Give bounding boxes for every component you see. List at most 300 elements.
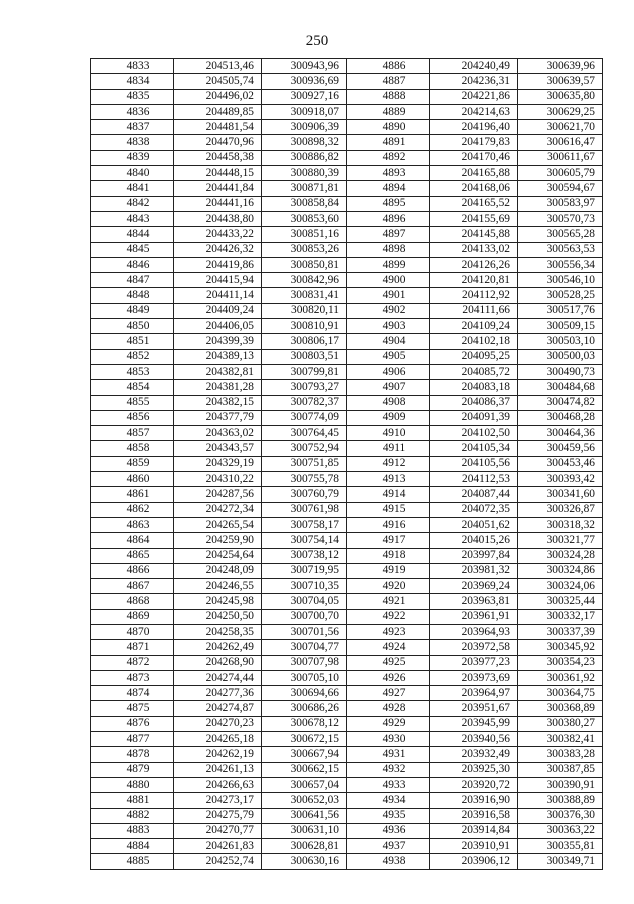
table-cell-x-coordinate: 204268,90 [174, 655, 262, 670]
table-cell-x-coordinate: 204270,23 [174, 716, 262, 731]
table-cell-y-coordinate: 300761,98 [262, 502, 347, 517]
table-cell-x-coordinate: 204426,32 [174, 242, 262, 257]
table-cell-y-coordinate: 300705,10 [262, 670, 347, 685]
table-cell-x-coordinate: 204236,31 [430, 74, 518, 89]
table-cell-x-coordinate: 204310,22 [174, 472, 262, 487]
table-cell-y-coordinate: 300388,89 [518, 793, 603, 808]
table-cell-y-coordinate: 300678,12 [262, 716, 347, 731]
table-cell-point-number: 4862 [91, 502, 174, 517]
table-cell-y-coordinate: 300387,85 [518, 762, 603, 777]
table-cell-y-coordinate: 300853,60 [262, 211, 347, 226]
table-cell-x-coordinate: 203981,32 [430, 563, 518, 578]
table-cell-x-coordinate: 204250,50 [174, 609, 262, 624]
table-cell-point-number: 4855 [91, 395, 174, 410]
table-cell-point-number: 4858 [91, 441, 174, 456]
table-cell-x-coordinate: 203972,58 [430, 640, 518, 655]
table-cell-x-coordinate: 204109,24 [430, 319, 518, 334]
table-cell-point-number: 4915 [347, 502, 430, 517]
table-cell-point-number: 4833 [91, 59, 174, 74]
table-cell-y-coordinate: 300704,77 [262, 640, 347, 655]
table-cell-y-coordinate: 300629,25 [518, 104, 603, 119]
table-cell-point-number: 4895 [347, 196, 430, 211]
table-cell-point-number: 4921 [347, 594, 430, 609]
table-cell-x-coordinate: 204448,15 [174, 166, 262, 181]
table-cell-point-number: 4876 [91, 716, 174, 731]
table-row [91, 120, 603, 135]
table-row [91, 563, 603, 578]
table-cell-point-number: 4894 [347, 181, 430, 196]
table-cell-y-coordinate: 300383,28 [518, 747, 603, 762]
table-row [91, 334, 603, 349]
table-cell-x-coordinate: 204419,86 [174, 257, 262, 272]
table-cell-y-coordinate: 300943,96 [262, 59, 347, 74]
table-cell-x-coordinate: 204259,90 [174, 533, 262, 548]
table-cell-point-number: 4906 [347, 364, 430, 379]
table-row [91, 59, 603, 74]
table-cell-x-coordinate: 204382,15 [174, 395, 262, 410]
table-cell-x-coordinate: 203914,84 [430, 823, 518, 838]
table-row [91, 487, 603, 502]
table-cell-y-coordinate: 300886,82 [262, 150, 347, 165]
table-cell-y-coordinate: 300368,89 [518, 701, 603, 716]
table-cell-x-coordinate: 204196,40 [430, 120, 518, 135]
table-cell-x-coordinate: 203932,49 [430, 747, 518, 762]
table-cell-point-number: 4891 [347, 135, 430, 150]
table-cell-point-number: 4845 [91, 242, 174, 257]
table-row [91, 701, 603, 716]
table-row [91, 839, 603, 854]
table-cell-point-number: 4864 [91, 533, 174, 548]
table-cell-x-coordinate: 204165,88 [430, 166, 518, 181]
page-number: 250 [305, 33, 329, 49]
table-cell-point-number: 4899 [347, 257, 430, 272]
table-cell-point-number: 4935 [347, 808, 430, 823]
table-cell-x-coordinate: 204275,79 [174, 808, 262, 823]
table-cell-x-coordinate: 204262,49 [174, 640, 262, 655]
table-cell-x-coordinate: 204252,74 [174, 854, 262, 869]
table-cell-y-coordinate: 300363,22 [518, 823, 603, 838]
table-row [91, 273, 603, 288]
table-cell-x-coordinate: 204083,18 [430, 380, 518, 395]
table-cell-y-coordinate: 300468,28 [518, 410, 603, 425]
table-row [91, 747, 603, 762]
table-cell-point-number: 4874 [91, 686, 174, 701]
table-cell-x-coordinate: 204145,88 [430, 227, 518, 242]
table-row [91, 686, 603, 701]
table-cell-x-coordinate: 204102,18 [430, 334, 518, 349]
table-cell-x-coordinate: 204329,19 [174, 456, 262, 471]
table-cell-y-coordinate: 300639,96 [518, 59, 603, 74]
table-cell-y-coordinate: 300324,86 [518, 563, 603, 578]
table-cell-x-coordinate: 204274,87 [174, 701, 262, 716]
table-cell-point-number: 4867 [91, 579, 174, 594]
table-cell-y-coordinate: 300337,39 [518, 624, 603, 639]
table-cell-y-coordinate: 300831,41 [262, 288, 347, 303]
table-cell-x-coordinate: 204112,92 [430, 288, 518, 303]
table-cell-x-coordinate: 204170,46 [430, 150, 518, 165]
table-cell-x-coordinate: 204261,13 [174, 762, 262, 777]
table-row [91, 548, 603, 563]
table-row [91, 579, 603, 594]
table-cell-x-coordinate: 204458,38 [174, 150, 262, 165]
table-cell-point-number: 4842 [91, 196, 174, 211]
table-cell-x-coordinate: 204496,02 [174, 89, 262, 104]
table-row [91, 104, 603, 119]
table-cell-x-coordinate: 204102,50 [430, 426, 518, 441]
table-cell-x-coordinate: 204179,83 [430, 135, 518, 150]
table-cell-x-coordinate: 204245,98 [174, 594, 262, 609]
table-cell-point-number: 4835 [91, 89, 174, 104]
table-cell-x-coordinate: 204087,44 [430, 487, 518, 502]
table-cell-y-coordinate: 300546,10 [518, 273, 603, 288]
table-cell-point-number: 4937 [347, 839, 430, 854]
table-cell-y-coordinate: 300354,23 [518, 655, 603, 670]
table-cell-x-coordinate: 203916,58 [430, 808, 518, 823]
table-cell-y-coordinate: 300318,32 [518, 517, 603, 532]
table-cell-y-coordinate: 300842,96 [262, 273, 347, 288]
table-cell-x-coordinate: 203916,90 [430, 793, 518, 808]
table-cell-point-number: 4847 [91, 273, 174, 288]
table-cell-point-number: 4914 [347, 487, 430, 502]
table-cell-y-coordinate: 300376,30 [518, 808, 603, 823]
table-cell-point-number: 4834 [91, 74, 174, 89]
table-cell-x-coordinate: 204111,66 [430, 303, 518, 318]
table-cell-y-coordinate: 300563,53 [518, 242, 603, 257]
table-cell-x-coordinate: 203997,84 [430, 548, 518, 563]
table-row [91, 655, 603, 670]
table-cell-y-coordinate: 300621,70 [518, 120, 603, 135]
table-cell-x-coordinate: 204272,34 [174, 502, 262, 517]
table-cell-x-coordinate: 204381,28 [174, 380, 262, 395]
table-cell-point-number: 4846 [91, 257, 174, 272]
table-row [91, 89, 603, 104]
table-cell-x-coordinate: 204470,96 [174, 135, 262, 150]
table-cell-y-coordinate: 300704,05 [262, 594, 347, 609]
table-cell-point-number: 4889 [347, 104, 430, 119]
table-cell-point-number: 4890 [347, 120, 430, 135]
table-row [91, 364, 603, 379]
table-cell-point-number: 4844 [91, 227, 174, 242]
table-cell-x-coordinate: 204105,34 [430, 441, 518, 456]
table-cell-point-number: 4912 [347, 456, 430, 471]
table-cell-point-number: 4849 [91, 303, 174, 318]
table-cell-point-number: 4919 [347, 563, 430, 578]
table-row [91, 716, 603, 731]
table-cell-point-number: 4916 [347, 517, 430, 532]
table-cell-x-coordinate: 204261,83 [174, 839, 262, 854]
table-cell-y-coordinate: 300349,71 [518, 854, 603, 869]
table-cell-y-coordinate: 300755,78 [262, 472, 347, 487]
table-cell-y-coordinate: 300710,35 [262, 579, 347, 594]
table-cell-point-number: 4875 [91, 701, 174, 716]
table-cell-x-coordinate: 203963,81 [430, 594, 518, 609]
table-cell-point-number: 4870 [91, 624, 174, 639]
table-cell-x-coordinate: 204126,26 [430, 257, 518, 272]
table-cell-y-coordinate: 300611,67 [518, 150, 603, 165]
table-cell-point-number: 4938 [347, 854, 430, 869]
table-cell-y-coordinate: 300503,10 [518, 334, 603, 349]
table-cell-point-number: 4917 [347, 533, 430, 548]
table-row [91, 594, 603, 609]
table-cell-point-number: 4880 [91, 777, 174, 792]
table-cell-x-coordinate: 203951,67 [430, 701, 518, 716]
table-cell-y-coordinate: 300583,97 [518, 196, 603, 211]
table-row [91, 517, 603, 532]
table-cell-point-number: 4854 [91, 380, 174, 395]
table-cell-x-coordinate: 204277,36 [174, 686, 262, 701]
table-row [91, 166, 603, 181]
table-cell-y-coordinate: 300393,42 [518, 472, 603, 487]
table-cell-x-coordinate: 204248,09 [174, 563, 262, 578]
table-cell-x-coordinate: 204214,63 [430, 104, 518, 119]
table-cell-y-coordinate: 300484,68 [518, 380, 603, 395]
table-cell-x-coordinate: 204505,74 [174, 74, 262, 89]
table-cell-y-coordinate: 300936,69 [262, 74, 347, 89]
table-cell-y-coordinate: 300641,56 [262, 808, 347, 823]
table-cell-x-coordinate: 204415,94 [174, 273, 262, 288]
table-row [91, 777, 603, 792]
table-cell-point-number: 4860 [91, 472, 174, 487]
table-cell-point-number: 4883 [91, 823, 174, 838]
table-row [91, 257, 603, 272]
table-cell-y-coordinate: 300355,81 [518, 839, 603, 854]
table-cell-y-coordinate: 300652,03 [262, 793, 347, 808]
table-cell-point-number: 4910 [347, 426, 430, 441]
table-cell-point-number: 4918 [347, 548, 430, 563]
table-cell-y-coordinate: 300751,85 [262, 456, 347, 471]
table-cell-y-coordinate: 300639,57 [518, 74, 603, 89]
table-cell-x-coordinate: 204489,85 [174, 104, 262, 119]
table-cell-x-coordinate: 203977,23 [430, 655, 518, 670]
table-cell-y-coordinate: 300927,16 [262, 89, 347, 104]
table-cell-point-number: 4848 [91, 288, 174, 303]
table-cell-x-coordinate: 204120,81 [430, 273, 518, 288]
table-cell-y-coordinate: 300390,91 [518, 777, 603, 792]
table-cell-y-coordinate: 300793,27 [262, 380, 347, 395]
table-cell-x-coordinate: 204095,25 [430, 349, 518, 364]
table-cell-point-number: 4865 [91, 548, 174, 563]
table-cell-point-number: 4838 [91, 135, 174, 150]
table-cell-point-number: 4871 [91, 640, 174, 655]
table-cell-y-coordinate: 300764,45 [262, 426, 347, 441]
table-cell-point-number: 4922 [347, 609, 430, 624]
table-cell-point-number: 4924 [347, 640, 430, 655]
table-cell-y-coordinate: 300719,95 [262, 563, 347, 578]
table-cell-y-coordinate: 300686,26 [262, 701, 347, 716]
table-cell-point-number: 4904 [347, 334, 430, 349]
table-cell-point-number: 4853 [91, 364, 174, 379]
table-cell-x-coordinate: 204513,46 [174, 59, 262, 74]
table-cell-point-number: 4902 [347, 303, 430, 318]
table-cell-x-coordinate: 204072,35 [430, 502, 518, 517]
table-cell-y-coordinate: 300570,73 [518, 211, 603, 226]
table-row [91, 441, 603, 456]
table-cell-x-coordinate: 204085,72 [430, 364, 518, 379]
table-cell-y-coordinate: 300453,46 [518, 456, 603, 471]
table-row [91, 793, 603, 808]
table-cell-y-coordinate: 300806,17 [262, 334, 347, 349]
table-cell-point-number: 4896 [347, 211, 430, 226]
table-cell-point-number: 4866 [91, 563, 174, 578]
table-cell-y-coordinate: 300459,56 [518, 441, 603, 456]
table-cell-y-coordinate: 300774,09 [262, 410, 347, 425]
table-row [91, 609, 603, 624]
table-row [91, 533, 603, 548]
table-cell-y-coordinate: 300528,25 [518, 288, 603, 303]
table-cell-y-coordinate: 300630,16 [262, 854, 347, 869]
table-cell-y-coordinate: 300667,94 [262, 747, 347, 762]
table-cell-point-number: 4913 [347, 472, 430, 487]
table-cell-y-coordinate: 300752,94 [262, 441, 347, 456]
table-cell-point-number: 4929 [347, 716, 430, 731]
table-cell-point-number: 4843 [91, 211, 174, 226]
table-row [91, 808, 603, 823]
table-cell-y-coordinate: 300738,12 [262, 548, 347, 563]
table-cell-y-coordinate: 300321,77 [518, 533, 603, 548]
table-row [91, 74, 603, 89]
table-cell-y-coordinate: 300565,28 [518, 227, 603, 242]
table-cell-point-number: 4926 [347, 670, 430, 685]
table-cell-x-coordinate: 203920,72 [430, 777, 518, 792]
table-cell-point-number: 4836 [91, 104, 174, 119]
table-row [91, 150, 603, 165]
table-cell-y-coordinate: 300880,39 [262, 166, 347, 181]
table-cell-point-number: 4869 [91, 609, 174, 624]
table-cell-x-coordinate: 204133,02 [430, 242, 518, 257]
table-cell-point-number: 4900 [347, 273, 430, 288]
table-cell-x-coordinate: 204274,44 [174, 670, 262, 685]
table-cell-point-number: 4851 [91, 334, 174, 349]
table-row [91, 762, 603, 777]
table-row [91, 181, 603, 196]
table-cell-x-coordinate: 204262,19 [174, 747, 262, 762]
table-row [91, 211, 603, 226]
table-row [91, 242, 603, 257]
table-row [91, 640, 603, 655]
table-cell-x-coordinate: 204105,56 [430, 456, 518, 471]
table-cell-y-coordinate: 300853,26 [262, 242, 347, 257]
table-cell-y-coordinate: 300556,34 [518, 257, 603, 272]
table-cell-x-coordinate: 203940,56 [430, 732, 518, 747]
table-cell-x-coordinate: 204240,49 [430, 59, 518, 74]
table-cell-y-coordinate: 300871,81 [262, 181, 347, 196]
table-cell-y-coordinate: 300324,28 [518, 548, 603, 563]
table-cell-y-coordinate: 300380,27 [518, 716, 603, 731]
table-cell-y-coordinate: 300635,80 [518, 89, 603, 104]
table-cell-point-number: 4892 [347, 150, 430, 165]
table-cell-point-number: 4911 [347, 441, 430, 456]
table-cell-x-coordinate: 204389,13 [174, 349, 262, 364]
table-cell-point-number: 4931 [347, 747, 430, 762]
table-cell-y-coordinate: 300754,14 [262, 533, 347, 548]
table-cell-point-number: 4877 [91, 732, 174, 747]
table-cell-y-coordinate: 300361,92 [518, 670, 603, 685]
table-cell-point-number: 4857 [91, 426, 174, 441]
table-cell-y-coordinate: 300701,56 [262, 624, 347, 639]
table-cell-x-coordinate: 204377,79 [174, 410, 262, 425]
table-cell-point-number: 4901 [347, 288, 430, 303]
table-row [91, 288, 603, 303]
table-cell-x-coordinate: 204406,05 [174, 319, 262, 334]
table-cell-point-number: 4839 [91, 150, 174, 165]
table-cell-y-coordinate: 300605,79 [518, 166, 603, 181]
table-cell-y-coordinate: 300760,79 [262, 487, 347, 502]
table-cell-x-coordinate: 203964,93 [430, 624, 518, 639]
table-cell-y-coordinate: 300326,87 [518, 502, 603, 517]
table-cell-x-coordinate: 203973,69 [430, 670, 518, 685]
table-cell-x-coordinate: 204411,14 [174, 288, 262, 303]
table-cell-point-number: 4933 [347, 777, 430, 792]
table-row [91, 319, 603, 334]
table-cell-x-coordinate: 204168,06 [430, 181, 518, 196]
table-cell-point-number: 4928 [347, 701, 430, 716]
table-cell-x-coordinate: 204399,39 [174, 334, 262, 349]
table-cell-point-number: 4873 [91, 670, 174, 685]
table-cell-y-coordinate: 300474,82 [518, 395, 603, 410]
table-cell-y-coordinate: 300509,15 [518, 319, 603, 334]
table-cell-point-number: 4903 [347, 319, 430, 334]
table-cell-point-number: 4882 [91, 808, 174, 823]
table-cell-x-coordinate: 204155,69 [430, 211, 518, 226]
table-cell-x-coordinate: 204363,02 [174, 426, 262, 441]
table-cell-y-coordinate: 300707,98 [262, 655, 347, 670]
table-cell-y-coordinate: 300850,81 [262, 257, 347, 272]
table-cell-y-coordinate: 300464,36 [518, 426, 603, 441]
table-cell-x-coordinate: 203910,91 [430, 839, 518, 854]
table-cell-x-coordinate: 204112,53 [430, 472, 518, 487]
table-cell-x-coordinate: 204086,37 [430, 395, 518, 410]
table-row [91, 823, 603, 838]
table-cell-x-coordinate: 204433,22 [174, 227, 262, 242]
table-cell-x-coordinate: 203961,91 [430, 609, 518, 624]
table-cell-point-number: 4872 [91, 655, 174, 670]
table-row [91, 395, 603, 410]
table-cell-y-coordinate: 300799,81 [262, 364, 347, 379]
table-cell-y-coordinate: 300490,73 [518, 364, 603, 379]
table-cell-y-coordinate: 300594,67 [518, 181, 603, 196]
table-row [91, 624, 603, 639]
table-cell-x-coordinate: 203969,24 [430, 579, 518, 594]
table-cell-point-number: 4878 [91, 747, 174, 762]
table-cell-y-coordinate: 300672,15 [262, 732, 347, 747]
coordinates-table [90, 58, 603, 870]
table-row [91, 303, 603, 318]
table-cell-y-coordinate: 300782,37 [262, 395, 347, 410]
table-cell-x-coordinate: 204265,18 [174, 732, 262, 747]
table-cell-x-coordinate: 204287,56 [174, 487, 262, 502]
table-cell-x-coordinate: 203925,30 [430, 762, 518, 777]
table-cell-x-coordinate: 204091,39 [430, 410, 518, 425]
table-cell-point-number: 4930 [347, 732, 430, 747]
table-cell-y-coordinate: 300628,81 [262, 839, 347, 854]
table-cell-x-coordinate: 204254,64 [174, 548, 262, 563]
table-cell-x-coordinate: 203906,12 [430, 854, 518, 869]
table-cell-y-coordinate: 300918,07 [262, 104, 347, 119]
table-cell-point-number: 4905 [347, 349, 430, 364]
table-cell-y-coordinate: 300332,17 [518, 609, 603, 624]
table-cell-x-coordinate: 204382,81 [174, 364, 262, 379]
table-row [91, 426, 603, 441]
table-cell-point-number: 4840 [91, 166, 174, 181]
table-cell-point-number: 4923 [347, 624, 430, 639]
table-cell-point-number: 4908 [347, 395, 430, 410]
table-cell-point-number: 4898 [347, 242, 430, 257]
table-cell-y-coordinate: 300810,91 [262, 319, 347, 334]
table-cell-y-coordinate: 300341,60 [518, 487, 603, 502]
table-cell-x-coordinate: 204265,54 [174, 517, 262, 532]
table-row [91, 410, 603, 425]
table-row [91, 670, 603, 685]
